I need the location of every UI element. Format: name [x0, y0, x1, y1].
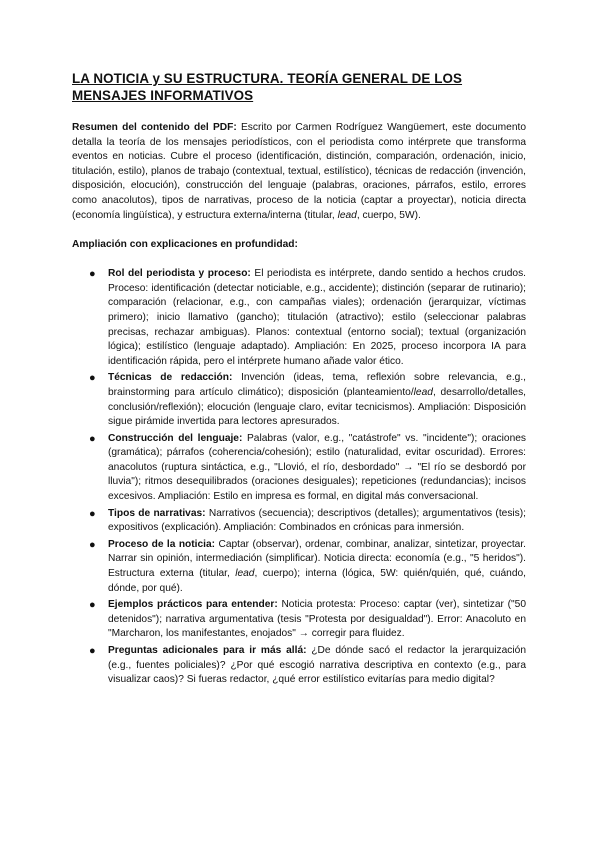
bullet-text-end: , cuerpo); interna (lógica, 5W: quién/quién, qué, cuándo, dónde, por qué). [108, 568, 527, 594]
bullet-label: Ejemplos prácticos para entender: [108, 599, 278, 611]
bullet-label: Preguntas adicionales para ir más allá: [108, 645, 307, 656]
bullet-label: Rol del periodista y proceso: [108, 268, 251, 280]
bullet-text: ¿De dónde sacó el redactor la jerarquización (e.g., fuentes policiales)? ¿Por qué escogió narrativa descriptiva en contexto (e.g., para visualizar caos)? Si fueras redactor, ¿qué error estilístico evitarías para medio digital? [108, 645, 526, 686]
bullet-label: Proceso de la noticia: [108, 538, 216, 550]
list-item [72, 267, 526, 369]
bullet-icon: ● [89, 645, 96, 657]
bullet-icon: ● [89, 268, 96, 281]
bullet-list [72, 267, 526, 688]
bullet-text: Noticia protesta: Proceso: captar (ver), sintetizar ("50 detenidos"); narrativa argumentativa (tesis "Protesta por desigualdad"). Error: Anacoluto en "Marcharon, los manifestantes, enojados" → corregir para fluidez. [108, 599, 527, 640]
bullet-text: El periodista es intérprete, dando sentido a hechos crudos. Proceso: identificación (detectar noticiable, e.g., accidente); distinción (separar de rutinario); comparación (relacionar, e.g., con campañas viales); ordenación (jerarquizar, víctimas primero); inicio llamativo (gancho); titulación (atractivo); estilo (seleccionar palabras precisas, rechazar ambiguas). Planos: contextual (entorno social); textual (organización lógica); estilístico (lenguaje adaptado). Ampliación: En 2025, proceso incorpora IA para identificación rápida, pero el intérprete humano añade valor ético. [108, 268, 527, 367]
bullet-lead: lead [235, 568, 255, 580]
summary-text: Escrito por Carmen Rodríguez Wangüemert, este documento detalla la teoría de los mensajes periodísticos, con el periodista como intérprete que transforma eventos en noticias. Cubre el proceso (identificación, distinción, comparación, ordenación, inicio, titulación, estilo), planos de trabajo (contextual, textual, estilístico), técnicas de redacción (invención, disposición, elocución), construcción del lenguaje (palabras, oraciones, párrafos, estilo, errores como anacolutos), tipos de narrativas, proceso de la noticia (captar a proyectar), noticia directa (economía lingüística), y estructura externa/interna (titular, [72, 122, 526, 221]
bullet-text: Narrativos (secuencia); descriptivos (detalles); argumentativos (tesis); expositivos (explicación). Ampliación: Combinados en crónicas para inmersión. [108, 507, 526, 534]
bullet-text: Palabras (valor, e.g., "catástrofe" vs. "incidente"); oraciones (gramática); párrafos (coherencia/cohesión); estilo (naturalidad, evitar oscuridad). Errores: anacolutos (ruptura sintáctica, e.g., "Llovió, el río, desbordado" → "El río se desbordó por lluvia"); ritmos desequilibrados (oraciones desiguales); repeticiones (redundancias); incisos excesivos. Ampliación: Estilo en impresa es formal, en digital más conversacional. [108, 432, 526, 503]
list-item [72, 598, 526, 642]
bullet-icon: ● [89, 599, 96, 612]
bullet-label: Técnicas de redacción: [108, 372, 233, 384]
summary-label: Resumen del contenido del PDF: [72, 122, 237, 133]
bullet-label: Construcción del lenguaje: [108, 432, 243, 444]
bullet-label: Tipos de narrativas: [108, 507, 206, 519]
list-item [72, 538, 526, 596]
bullet-icon: ● [89, 538, 96, 551]
list-item [72, 507, 526, 536]
bullet-text-end: , desarrollo/detalles, conclusión/reflexión); elocución (lenguaje claro, evitar tecnicismos). Ampliación: Disposición sigue pirámide invertida para lectores apresurados. [108, 386, 527, 428]
bullet-text: Captar (observar), ordenar, combinar, analizar, sintetizar, proyectar. Narrar sin opinión, intermediación (simplificar). Noticia directa: economía (e.g., "5 heridos"). Estructura externa (titular, [108, 538, 526, 580]
bullet-lead: lead [413, 386, 433, 398]
list-item [72, 432, 526, 505]
summary-paragraph [72, 121, 526, 223]
section-heading: Ampliación con explicaciones en profundidad: [72, 239, 298, 251]
summary-lead: lead [337, 209, 357, 221]
bullet-text: Invención (ideas, tema, reflexión sobre relevancia, e.g., brainstorming para artículo climático); disposición (planteamiento/ [108, 372, 526, 398]
document-page [72, 70, 526, 690]
bullet-icon: ● [89, 432, 96, 445]
document-title: LA NOTICIA y SU ESTRUCTURA. TEORÍA GENERAL DE LOS MENSAJES INFORMATIVOS [72, 71, 463, 103]
bullet-icon: ● [89, 507, 96, 520]
summary-text-end: , cuerpo, 5W). [356, 209, 421, 221]
list-item [72, 644, 526, 688]
bullet-icon: ● [89, 372, 96, 385]
list-item [72, 371, 526, 429]
